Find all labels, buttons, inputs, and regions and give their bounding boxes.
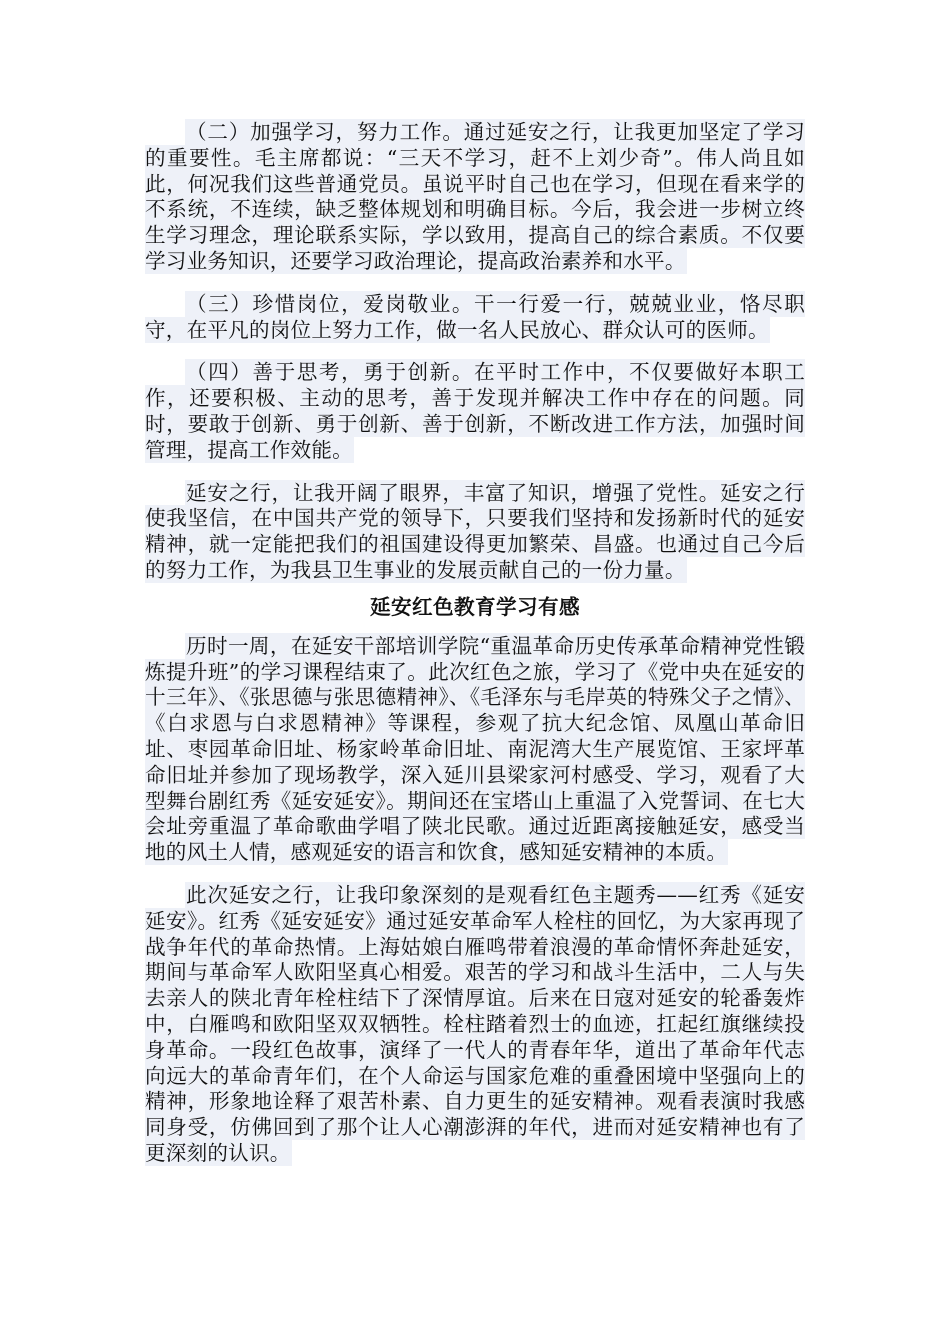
paragraph-text: 此次延安之行，让我印象深刻的是观看红色主题秀——红秀《延安延安》。红秀《延安延安》通过延安革命军人栓柱的回忆，为大家再现了战争年代的革命热情。上海姑娘白雁鸣带着浪漫的革命情怀奔赴延安，期间与革命军人欧阳坚真心相爱。艰苦的学习和战斗生活中，二人与失去亲人的陕北青年栓柱结下了深情厚谊。后来在日寇对延安的轮番轰炸中，白雁鸣和欧阳坚双双牺牲。栓柱踏着烈士的血迹，扛起红旗继续投身革命。一段红色故事，演绎了一代人的青春年华，道出了革命年代志向远大的革命青年们，在个人命运与国家危难的重叠困境中坚强向上的精神，形象地诠释了艰苦朴素、自力更生的延安精神。观看表演时我感同身受，仿佛回到了那个让人心潮澎湃的年代，进而对延安精神也有了更深刻的认识。: [145, 882, 805, 1165]
paragraph-strengthen-study: [145, 120, 805, 275]
section-title: 延安红色教育学习有感: [370, 594, 580, 619]
paragraph-text: 历时一周，在延安干部培训学院“重温革命历史传承革命精神党性锻炼提升班”的学习课程结束了。此次红色之旅，学习了《党中央在延安的十三年》、《张思德与张思德精神》、《毛泽东与毛岸英的特殊父子之情》、《白求恩与白求恩精神》等课程，参观了抗大纪念馆、凤凰山革命旧址、枣园革命旧址、杨家岭革命旧址、南泥湾大生产展览馆、王家坪革命旧址并参加了现场教学，深入延川县梁家河村感受、学习，观看了大型舞台剧红秀《延安延安》。期间还在宝塔山上重温了入党誓词、在七大会址旁重温了革命歌曲学唱了陕北民歌。通过近距离接触延安，感受当地的风土人情，感观延安的语言和饮食，感知延安精神的本质。: [145, 633, 805, 865]
paragraph-conclusion: [145, 481, 805, 584]
paragraph-text: 延安之行，让我开阔了眼界，丰富了知识，增强了党性。延安之行使我坚信，在中国共产党的领导下，只要我们坚持和发扬新时代的延安精神，就一定能把我们的祖国建设得更加繁荣、昌盛。也通过自己今后的努力工作，为我县卫生事业的发展贡献自己的一份力量。: [145, 480, 805, 582]
paragraph-text: （三）珍惜岗位，爱岗敬业。干一行爱一行，兢兢业业，恪尽职守，在平凡的岗位上努力工作，做一名人民放心、群众认可的医师。: [145, 291, 805, 342]
document-page: [145, 120, 805, 1167]
paragraph-think-innovate: [145, 360, 805, 463]
paragraph-text: （四）善于思考，勇于创新。在平时工作中，不仅要做好本职工作，还要积极、主动的思考，善于发现并解决工作中存在的问题。同时，要敢于创新、勇于创新、善于创新，不断改进工作方法，加强时间管理，提高工作效能。: [145, 360, 805, 462]
paragraph-red-show: [145, 883, 805, 1167]
paragraph-cherish-position: [145, 292, 805, 344]
paragraph-course-overview: [145, 634, 805, 866]
paragraph-text: （二）加强学习，努力工作。通过延安之行，让我更加坚定了学习的重要性。毛主席都说：“三天不学习，赶不上刘少奇”。伟人尚且如此，何况我们这些普通党员。虽说平时自己也在学习，但现在看来学的不系统，不连续，缺乏整体规划和明确目标。今后，我会进一步树立终生学习理念，理论联系实际，学以致用，提高自己的综合素质。不仅要学习业务知识，还要学习政治理论，提高政治素养和水平。: [145, 120, 805, 273]
